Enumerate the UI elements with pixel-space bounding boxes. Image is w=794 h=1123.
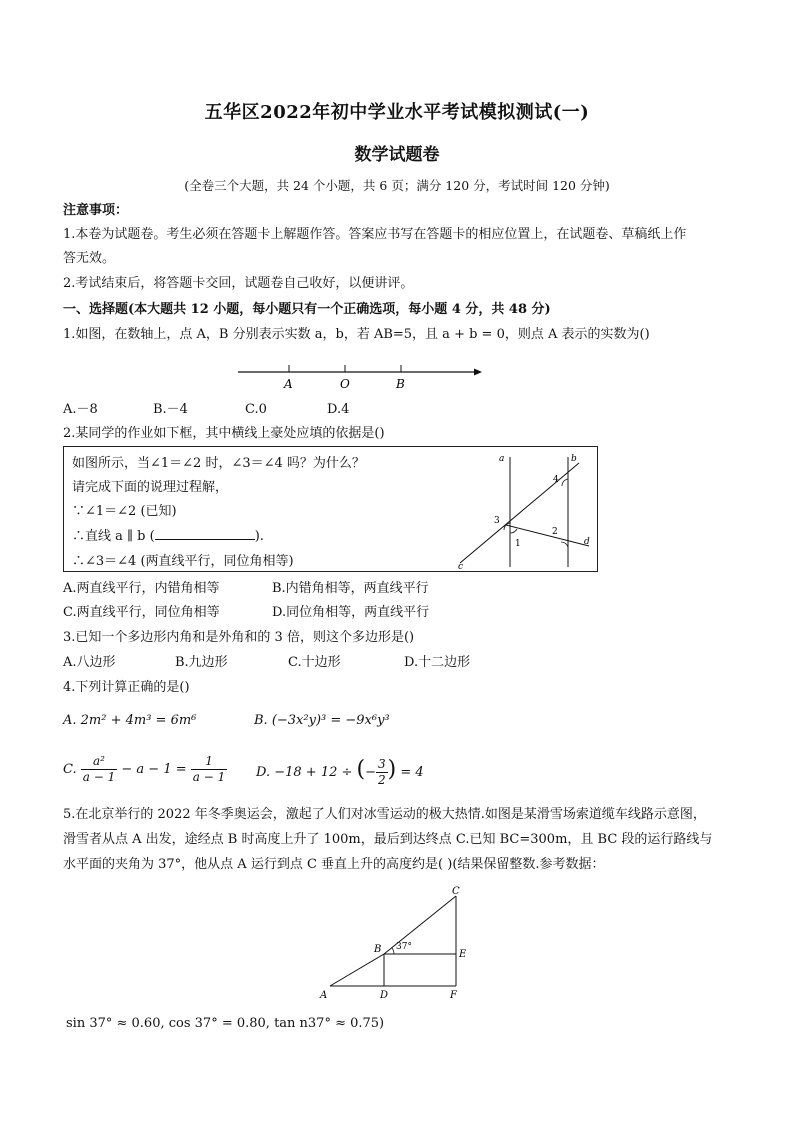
q2-box-line4-text: ∴直线 a ∥ b ( xyxy=(72,529,155,544)
q5-line1: 5.在北京举行的 2022 年冬季奥运会，激起了人们对冰雪运动的极大热情.如图是某滑雪场索道缆车线路示意图， xyxy=(63,807,706,822)
q4-option-d-prefix: D. −18 + 12 ÷ xyxy=(256,765,353,780)
q2-box-line3: ∵∠1＝∠2 (已知) xyxy=(72,504,177,519)
q4-option-b: B. (−3x²y)³ = −9x⁶y³ xyxy=(254,713,390,728)
q2-box-line5: ∴∠3＝∠4 (两直线平行，同位角相等) xyxy=(72,554,294,569)
notes-item2: 2.考试结束后，将答题卡交回，试题卷自己收好，以便讲评。 xyxy=(63,276,414,291)
q5-line3: 水平面的夹角为 37°，他从点 A 运行到点 C 垂直上升的高度约是( )(结果保留整数.参考数据： xyxy=(63,857,605,872)
q1-stem: 1.如图，在数轴上，点 A，B 分别表示实数 a，b，若 AB=5，且 a + b = 0，则点 A 表示的实数为() xyxy=(63,327,650,342)
q2-box-line2: 请完成下面的说理过程解， xyxy=(72,480,229,495)
q1-label-B: B xyxy=(396,377,405,391)
q4-option-c-frac1 xyxy=(81,754,117,785)
q3-stem: 3.已知一个多边形内角和是外角和的 3 倍，则这个多边形是() xyxy=(63,630,415,645)
q5-cable-car-figure xyxy=(316,886,476,1004)
q2-fig-angle-2: 2 xyxy=(552,527,558,537)
q2-box-line4-end: ). xyxy=(254,529,264,544)
q4-d-den: 2 xyxy=(378,773,386,787)
q2-parallel-lines-figure xyxy=(454,449,596,569)
q4-option-c-mid: − a − 1 = xyxy=(121,762,187,777)
q2-option-a: A.两直线平行，内错角相等 xyxy=(63,581,220,596)
q4-c-num2: 1 xyxy=(191,754,227,770)
q4-option-c-frac2 xyxy=(191,754,227,785)
q4-d-num: 3 xyxy=(378,757,386,771)
q2-fig-label-b: b xyxy=(571,454,577,464)
q5-fig-label-B: B xyxy=(374,944,382,955)
q2-option-d: D.同位角相等，两直线平行 xyxy=(272,605,430,620)
q2-fig-angle-1: 1 xyxy=(515,539,521,549)
q5-fig-label-E: E xyxy=(459,949,467,960)
q1-option-b: B.－4 xyxy=(153,402,188,417)
q3-option-b: B.九边形 xyxy=(175,655,228,670)
q1-option-d: D.4 xyxy=(327,402,350,417)
q2-fig-angle-4: 4 xyxy=(553,475,559,485)
q2-box-line4 xyxy=(72,525,264,544)
notes-heading: 注意事项： xyxy=(63,203,129,218)
q4-option-d-frac xyxy=(376,757,388,788)
q5-fig-label-D: D xyxy=(380,990,389,1001)
q2-fig-label-c: c xyxy=(458,562,464,569)
q1-label-O: O xyxy=(340,377,350,391)
q4-c-den1: a − 1 xyxy=(82,770,116,784)
q2-answer-blank xyxy=(155,527,255,540)
q5-fig-label-C: C xyxy=(452,886,460,897)
q2-work-box xyxy=(63,446,598,572)
q4-option-c xyxy=(63,752,227,788)
q4-c-num1: a² xyxy=(81,754,117,770)
q5-fig-angle-label: 37° xyxy=(396,942,412,952)
q4-option-c-prefix: C. xyxy=(63,762,77,777)
q5-fig-label-A: A xyxy=(320,990,328,1001)
q2-option-b: B.内错角相等，两直线平行 xyxy=(272,581,429,596)
q3-option-d: D.十二边形 xyxy=(404,655,471,670)
q4-c-den2: a − 1 xyxy=(192,770,226,784)
q2-box-line1: 如图所示，当∠1＝∠2 时，∠3＝∠4 吗？为什么？ xyxy=(72,456,365,471)
exam-info: (全卷三个大题，共 24 个小题，共 6 页；满分 120 分，考试时间 120 分钟) xyxy=(184,178,610,193)
q2-stem: 2.某同学的作业如下框，其中横线上豪处应填的依据是() xyxy=(63,426,385,441)
q1-label-A: A xyxy=(284,377,293,391)
q2-option-c: C.两直线平行，同位角相等 xyxy=(63,605,220,620)
q1-option-a: A.－8 xyxy=(63,402,98,417)
q4-option-d-suffix: = 4 xyxy=(400,765,424,780)
q4-option-a: A. 2m² + 4m³ = 6m⁶ xyxy=(63,713,197,728)
q2-fig-label-d: d xyxy=(584,537,590,547)
q5-line4: sin 37° ≈ 0.60, cos 37° = 0.80, tan n37° ≈ 0.75) xyxy=(66,1016,385,1031)
q5-fig-label-F: F xyxy=(450,990,457,1001)
q2-fig-label-a: a xyxy=(499,454,505,464)
q3-option-c: C.十边形 xyxy=(288,655,341,670)
q4-stem: 4.下列计算正确的是() xyxy=(63,680,190,695)
section1-heading: 一、选择题(本大题共 12 小题，每小题只有一个正确选项，每小题 4 分，共 48 分) xyxy=(63,302,551,317)
q5-line2: 滑雪者从点 A 出发，途经点 B 时高度上升了 100m，最后到达终点 C.已知 BC=300m，且 BC 段的运行路线与 xyxy=(63,832,713,847)
q1-number-line xyxy=(230,355,490,393)
notes-item1-line1: 1.本卷为试题卷。考生必须在答题卡上解题作答。答案应书写在答题卡的相应位置上，在试题卷、草稿纸上作 xyxy=(63,227,687,242)
q4-option-d: D. −18 + 12 ÷ (− $\frac{3}{2}$ ) = 4 xyxy=(256,757,424,787)
exam-title: 五华区2022年初中学业水平考试模拟测试(一) xyxy=(204,102,590,123)
exam-subtitle: 数学试题卷 xyxy=(354,145,440,165)
q2-fig-angle-3: 3 xyxy=(494,516,500,526)
q1-option-c: C.0 xyxy=(245,402,267,417)
notes-item1-line2: 答无效。 xyxy=(63,251,116,266)
q3-option-a: A.八边形 xyxy=(63,655,116,670)
